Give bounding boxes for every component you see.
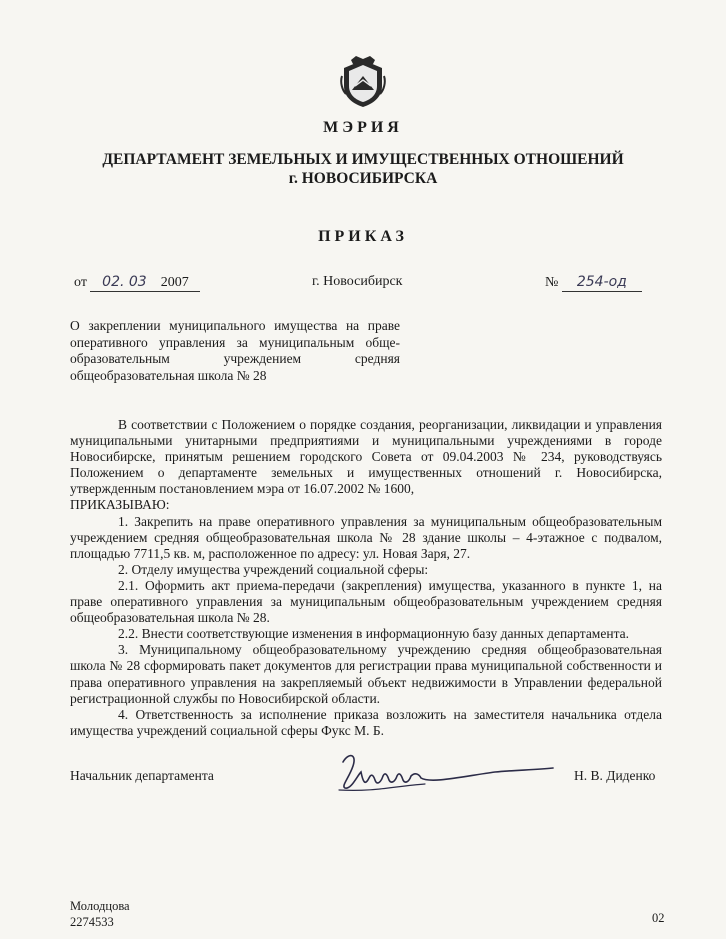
- department-title: [0, 150, 726, 188]
- number-label: №: [545, 275, 559, 290]
- handwritten-signature-icon: [335, 748, 560, 798]
- date-year: 2007: [160, 275, 189, 290]
- executor-name: Молодцова: [70, 899, 130, 913]
- signatory-name: Н. В. Диденко: [574, 768, 656, 783]
- coat-of-arms-icon: [340, 56, 386, 108]
- document-type-title: ПРИКАЗ: [318, 228, 408, 245]
- number-handwritten: 254-од: [576, 274, 627, 290]
- footer-executor: [70, 898, 130, 930]
- date-field: [74, 274, 200, 292]
- item-2-1-paragraph: 2.1. Оформить акт приема-передачи (закрепления) имущества, указанного в пункте 1, на праве оперативного управления за муниципальным общеобразовательным учреждением средняя общеобразовательная школа № 28.: [70, 577, 662, 626]
- order-word: ПРИКАЗЫВАЮ:: [70, 497, 170, 513]
- item-2-paragraph: 2. Отделу имущества учреждений социальной сферы:: [118, 561, 429, 577]
- city-label: г. Новосибирск: [312, 274, 403, 289]
- item-3-paragraph: 3. Муниципальному общеобразовательному учреждению средняя общеобразовательная школа № 28 сформировать пакет документов для регистрации права муниципальной собственности и права оперативного управления на закрепляемый объект недвижимости в Управлении федеральной регистрационной службы по Новосибирской области.: [70, 642, 662, 706]
- item-4-paragraph: 4. Ответственность за исполнение приказа возложить на заместителя начальника отдела имущества учреждений социальной сферы Фукс М. Б.: [70, 706, 662, 738]
- subject-line-4: общеобразовательная школа № 28: [70, 367, 267, 383]
- order-number-field: [545, 274, 642, 292]
- org-title: МЭРИЯ: [323, 119, 403, 136]
- date-handwritten: 02. 03: [102, 274, 147, 290]
- subject-line-3: образовательным учреждением средняя: [70, 351, 400, 366]
- signatory-position: Начальник департамента: [70, 768, 214, 783]
- item-1-paragraph: 1. Закрепить на праве оперативного управления за муниципальным общеобразовательным учреждением средняя общеобразовательная школа № 28 здание школы – 4-этажное с подвалом, площадью 7711,5 кв. м, расположенное по адресу: ул. Новая Заря, 27.: [70, 513, 662, 561]
- number-underline: [562, 274, 642, 292]
- preamble-paragraph: В соответствии с Положением о порядке создания, реорганизации, ликвидации и управления муниципальными унитарными предприятиями и муниципальными учреждениями в городе Новосибирске, принятым решением городского Совета от 09.04.2003 № 234, руководствуясь Положением о департаменте земельных и имущественных отношений г. Новосибирска, утвержденным постановлением мэра от 16.07.2002 № 1600,: [70, 417, 662, 497]
- subject-line-2: оперативного управления за муниципальным обще-: [70, 334, 400, 350]
- order-body: [70, 417, 662, 739]
- executor-phone: 2274533: [70, 915, 114, 929]
- date-underline: [90, 274, 200, 292]
- department-line-2: г. НОВОСИБИРСКА: [288, 170, 438, 187]
- date-from-label: от: [74, 275, 87, 290]
- page-number: 02: [652, 911, 665, 925]
- item-2-2-paragraph: 2.2. Внести соответствующие изменения в информационную базу данных департамента.: [118, 626, 629, 642]
- subject-line-1: О закреплении муниципального имущества на праве: [70, 318, 400, 333]
- order-subject: [70, 318, 400, 384]
- department-line-1: ДЕПАРТАМЕНТ ЗЕМЕЛЬНЫХ И ИМУЩЕСТВЕННЫХ ОТНОШЕНИЙ: [102, 151, 624, 168]
